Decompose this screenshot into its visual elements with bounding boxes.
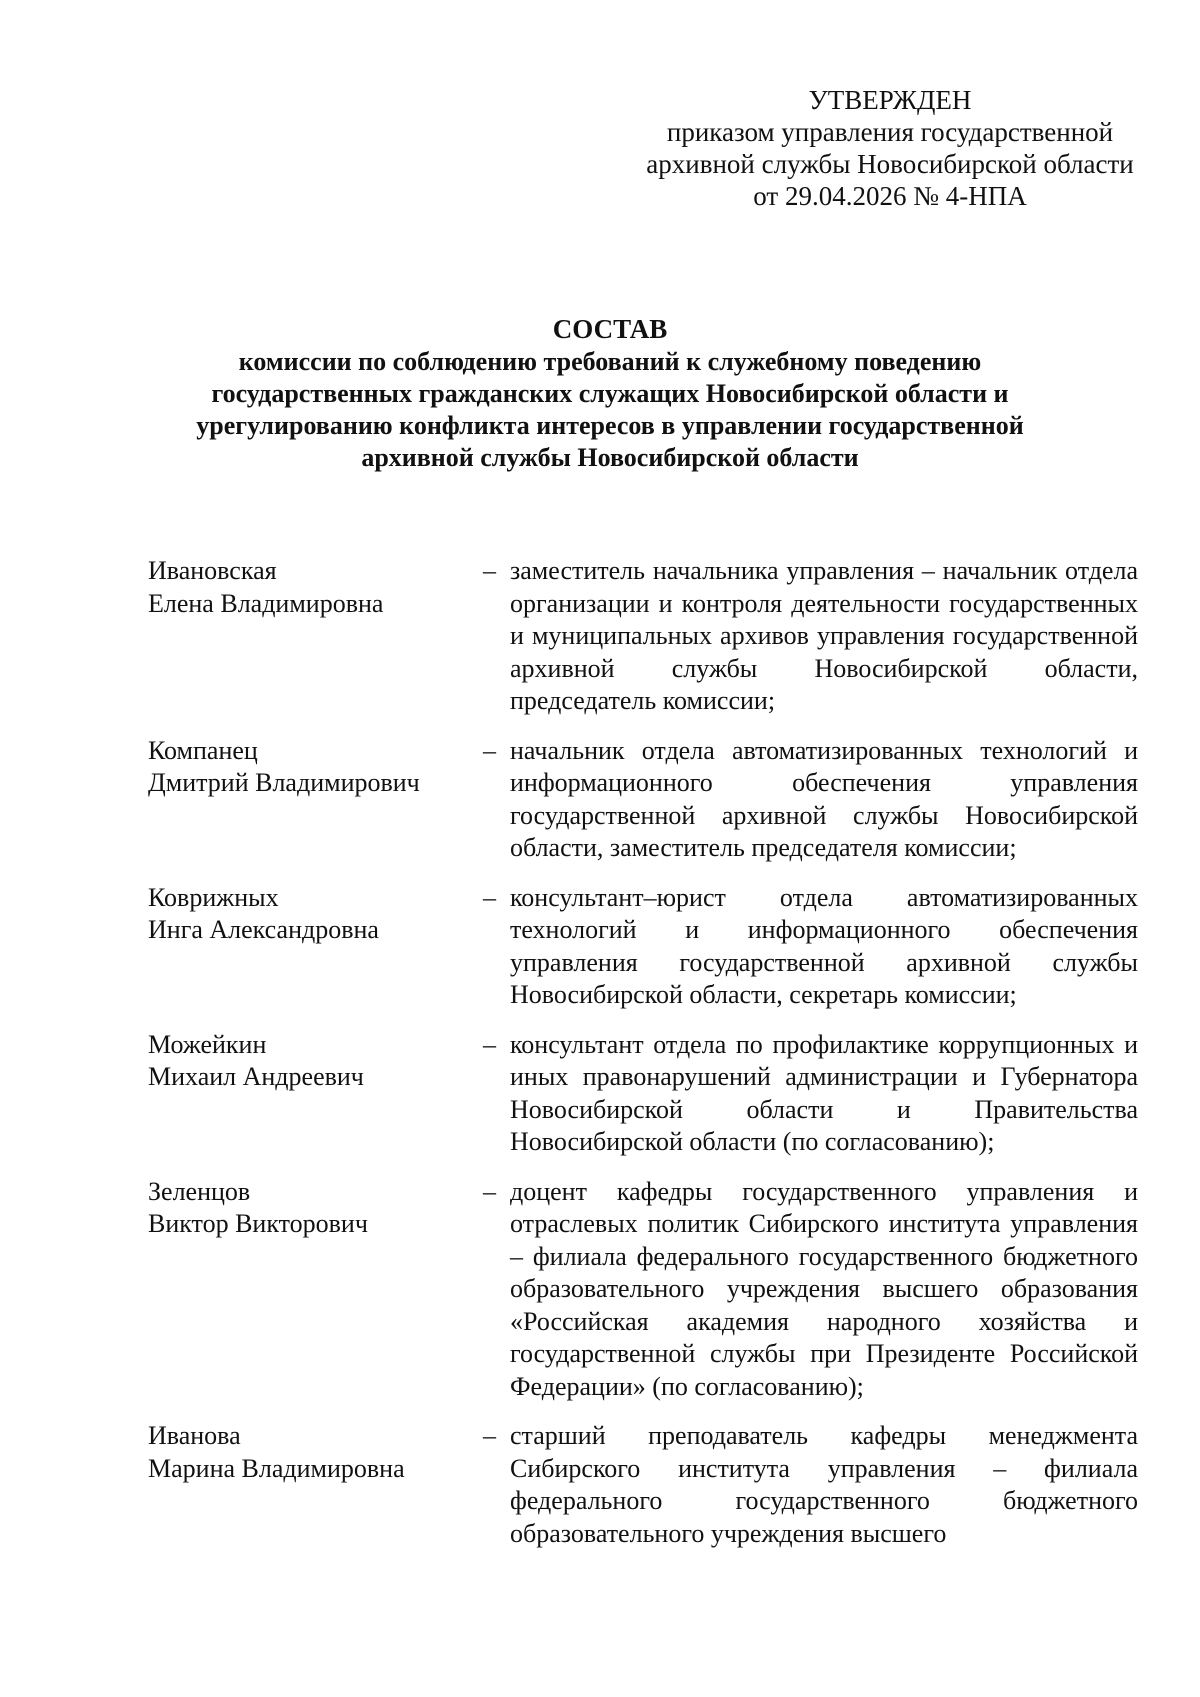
approval-agency-line: архивной службы Новосибирской области [646, 149, 1134, 179]
member-given-names: Елена Владимировна [148, 588, 384, 618]
member-given-names: Михаил Андреевич [148, 1062, 364, 1091]
member-role: консультант–юрист отдела автоматизированных технологий и информационного обеспечения управления государственной архивной службы Новосибирской области, секретарь комиссии; [510, 882, 1138, 1009]
member-dash: – [483, 1029, 496, 1059]
member-surname: Можейкин [148, 1029, 267, 1059]
member-row [148, 882, 1138, 1012]
member-surname: Коврижных [148, 882, 279, 912]
member-name [148, 735, 483, 800]
document-subtitle: комиссии по соблюдению требований к служебному поведению государственных гражданских служащих Новосибирской области и урегулированию конфликта интересов в управлении государственной архивной службы Новосибирской области [196, 347, 1024, 472]
member-given-names: Виктор Викторович [148, 1209, 368, 1238]
member-surname: Зеленцов [148, 1176, 251, 1206]
member-dash: – [483, 882, 496, 912]
member-role: старший преподаватель кафедры менеджмента Сибирского института управления – филиала федерального государственного бюджетного образовательного учреждения высшего [510, 1421, 1138, 1548]
member-role: консультант отдела по профилактике коррупционных и иных правонарушений администрации и Губернатора Новосибирской области и Правительства Новосибирской области (по согласованию); [510, 1029, 1138, 1156]
member-dash: – [483, 1421, 496, 1450]
member-row [148, 1176, 1138, 1404]
member-name [148, 1176, 483, 1241]
member-row [148, 1029, 1138, 1159]
member-surname: Ивановская [148, 556, 277, 585]
document-title: СОСТАВ [552, 314, 668, 344]
member-name [148, 882, 483, 947]
approval-date-number: от 29.04.2026 № 4-НПА [753, 181, 1027, 211]
approval-stamp-block [620, 84, 1160, 212]
member-role: начальник отдела автоматизированных технологий и информационного обеспечения управления государственной архивной службы Новосибирской области, заместитель председателя комиссии; [510, 735, 1138, 862]
commission-members-list [148, 555, 1138, 1567]
member-surname: Иванова [148, 1421, 241, 1450]
approval-heading: УТВЕРЖДЕН [808, 85, 972, 115]
member-given-names: Дмитрий Владимирович [148, 768, 420, 797]
member-role: заместитель начальника управления – начальник отдела организации и контроля деятельности государственных и муниципальных архивов управления государственной архивной службы Новосибирской области, председатель комиссии; [510, 556, 1138, 715]
member-given-names: Марина Владимировна [148, 1453, 405, 1483]
member-dash: – [483, 1176, 496, 1206]
member-name [148, 1029, 483, 1094]
member-row [148, 555, 1138, 718]
member-row [148, 1420, 1138, 1550]
member-surname: Компанец [148, 735, 258, 765]
member-dash: – [483, 556, 496, 585]
member-given-names: Инга Александровна [148, 915, 379, 944]
member-row [148, 735, 1138, 865]
member-name [148, 1420, 483, 1485]
member-role: доцент кафедры государственного управления и отраслевых политик Сибирского института управления – филиала федерального государственного бюджетного образовательного учреждения высшего образования «Российская академия народного хозяйства и государственной службы при Президенте Российской Федерации» (по согласованию); [510, 1176, 1138, 1401]
approval-order-line: приказом управления государственной [666, 117, 1114, 147]
document-heading [140, 312, 1080, 474]
member-name [148, 555, 483, 620]
member-dash: – [483, 735, 496, 765]
